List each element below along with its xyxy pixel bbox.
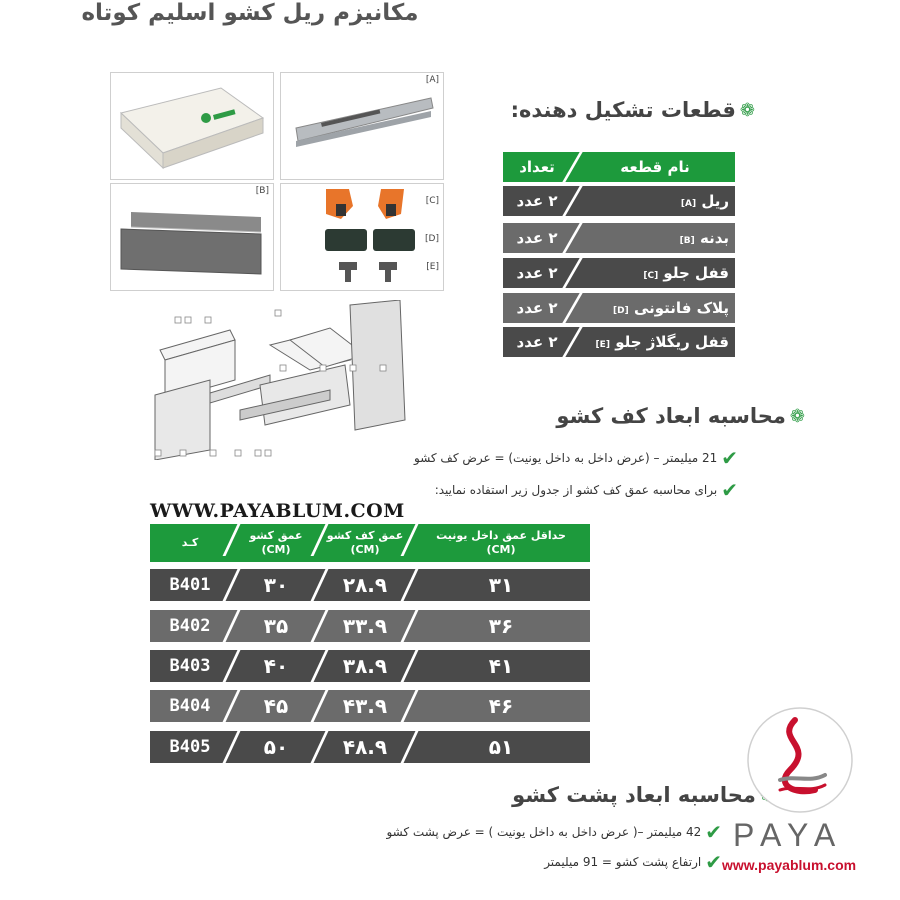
- row-floor-depth: ۲۸.۹: [342, 573, 388, 597]
- row-unit-depth: ۳۶: [488, 614, 514, 638]
- component-row: [503, 186, 735, 216]
- row-code: B403: [169, 656, 211, 676]
- back-note-height: ✔ ارتفاع پشت کشو = 91 میلیمتر: [544, 850, 722, 874]
- component-tag: [C]: [643, 271, 659, 281]
- row-floor-depth: ۴۸.۹: [342, 735, 388, 759]
- component-name: ریل: [701, 192, 729, 210]
- photo-locks: [280, 183, 444, 291]
- row-unit-depth: ۳۱: [488, 573, 514, 597]
- floor-note-depth: ✔ برای محاسبه عمق کف کشو از جدول زیر استفاده نمایید:: [434, 478, 738, 502]
- component-row: [503, 258, 735, 288]
- floor-heading: ❁ محاسبه ابعاد کف کشو: [556, 404, 805, 428]
- check-icon: ✔: [705, 850, 722, 874]
- gear-bullet-icon: ❁: [789, 405, 805, 427]
- row-unit-depth: ۴۶: [488, 694, 514, 718]
- component-row: [503, 223, 735, 253]
- components-table-header: [503, 152, 735, 182]
- row-drawer-depth: ۳۰: [263, 573, 289, 597]
- floor-note-width: ✔ 21 میلیمتر – (عرض داخل به داخل یونیت) = عرض کف کشو: [414, 446, 738, 470]
- photo-label-d: [D]: [425, 234, 439, 244]
- component-tag: [A]: [680, 199, 697, 209]
- header-drawer-depth: عمق کشو (CM): [249, 529, 303, 556]
- row-drawer-depth: ۳۵: [263, 614, 289, 638]
- component-qty: ۲ عدد: [516, 333, 558, 351]
- row-floor-depth: ۳۳.۹: [342, 614, 388, 638]
- paya-logo-emblem: [745, 705, 855, 815]
- photo-body: [110, 183, 274, 291]
- back-heading: محاسبه ابعاد پشت کشو: [512, 783, 775, 807]
- photo-label-b: [B]: [255, 186, 269, 196]
- row-code: B404: [169, 696, 211, 716]
- component-qty: ۲ عدد: [516, 192, 558, 210]
- photo-label-e: [E]: [426, 262, 439, 272]
- box-packaging-image: [111, 73, 273, 179]
- header-code: کـد: [181, 536, 199, 549]
- component-name: بدنه: [699, 229, 729, 247]
- exploded-assembly-diagram: [150, 300, 410, 460]
- row-drawer-depth: ۵۰: [263, 735, 289, 759]
- back-note-width: ✔ 42 میلیمتر –( عرض داخل به داخل یونیت ) = عرض پشت کشو: [386, 820, 722, 844]
- component-name: قفل ریگلاژ جلو: [615, 333, 729, 351]
- photo-label-c: [C]: [425, 196, 439, 206]
- row-drawer-depth: ۴۰: [263, 654, 289, 678]
- rail-image: [281, 73, 443, 179]
- row-code: B405: [169, 737, 211, 757]
- component-qty: ۲ عدد: [516, 299, 558, 317]
- component-tag: [D]: [613, 306, 629, 316]
- row-drawer-depth: ۴۵: [263, 694, 289, 718]
- paya-brand-text: PAYA: [733, 817, 844, 853]
- component-qty: ۲ عدد: [516, 264, 558, 282]
- table-row: [150, 610, 590, 642]
- row-code: B402: [169, 616, 211, 636]
- component-name: پلاک فانتونی: [633, 299, 729, 317]
- row-code: B401: [169, 575, 211, 595]
- check-icon: ✔: [721, 478, 738, 502]
- drawer-body-image: [111, 184, 273, 290]
- header-part-name: نام قطعه: [620, 158, 690, 176]
- component-row: [503, 327, 735, 357]
- gear-bullet-icon: ❁: [739, 99, 755, 121]
- component-row: [503, 293, 735, 323]
- table-row: [150, 650, 590, 682]
- component-tag: [E]: [595, 340, 610, 350]
- table-row: [150, 690, 590, 722]
- check-icon: ✔: [705, 820, 722, 844]
- table-row: [150, 569, 590, 601]
- header-floor-depth: عمق کف کشو (CM): [326, 529, 404, 556]
- locks-image: [281, 184, 443, 290]
- header-quantity: تعداد: [519, 158, 555, 176]
- check-icon: ✔: [721, 446, 738, 470]
- row-floor-depth: ۳۸.۹: [342, 654, 388, 678]
- paya-url: www.payablum.com: [722, 857, 857, 873]
- row-unit-depth: ۴۱: [488, 654, 514, 678]
- photo-label-a: [A]: [425, 75, 439, 85]
- component-name: قفل جلو: [663, 264, 729, 282]
- row-unit-depth: ۵۱: [488, 735, 514, 759]
- components-heading: ❁ قطعات تشکیل دهنده:: [510, 98, 755, 122]
- header-unit-depth: حداقل عمق داخل یونیت (CM): [436, 529, 566, 556]
- depth-table-header: [150, 524, 590, 562]
- photo-box: [110, 72, 274, 180]
- component-tag: [B]: [679, 236, 695, 246]
- photo-rail: [280, 72, 444, 180]
- component-qty: ۲ عدد: [516, 229, 558, 247]
- row-floor-depth: ۴۳.۹: [342, 694, 388, 718]
- website-watermark: WWW.PAYABLUM.COM: [150, 500, 405, 522]
- table-row: [150, 731, 590, 763]
- page-title: مکانیزم ریل کشو اسلیم کوتاه: [81, 0, 419, 26]
